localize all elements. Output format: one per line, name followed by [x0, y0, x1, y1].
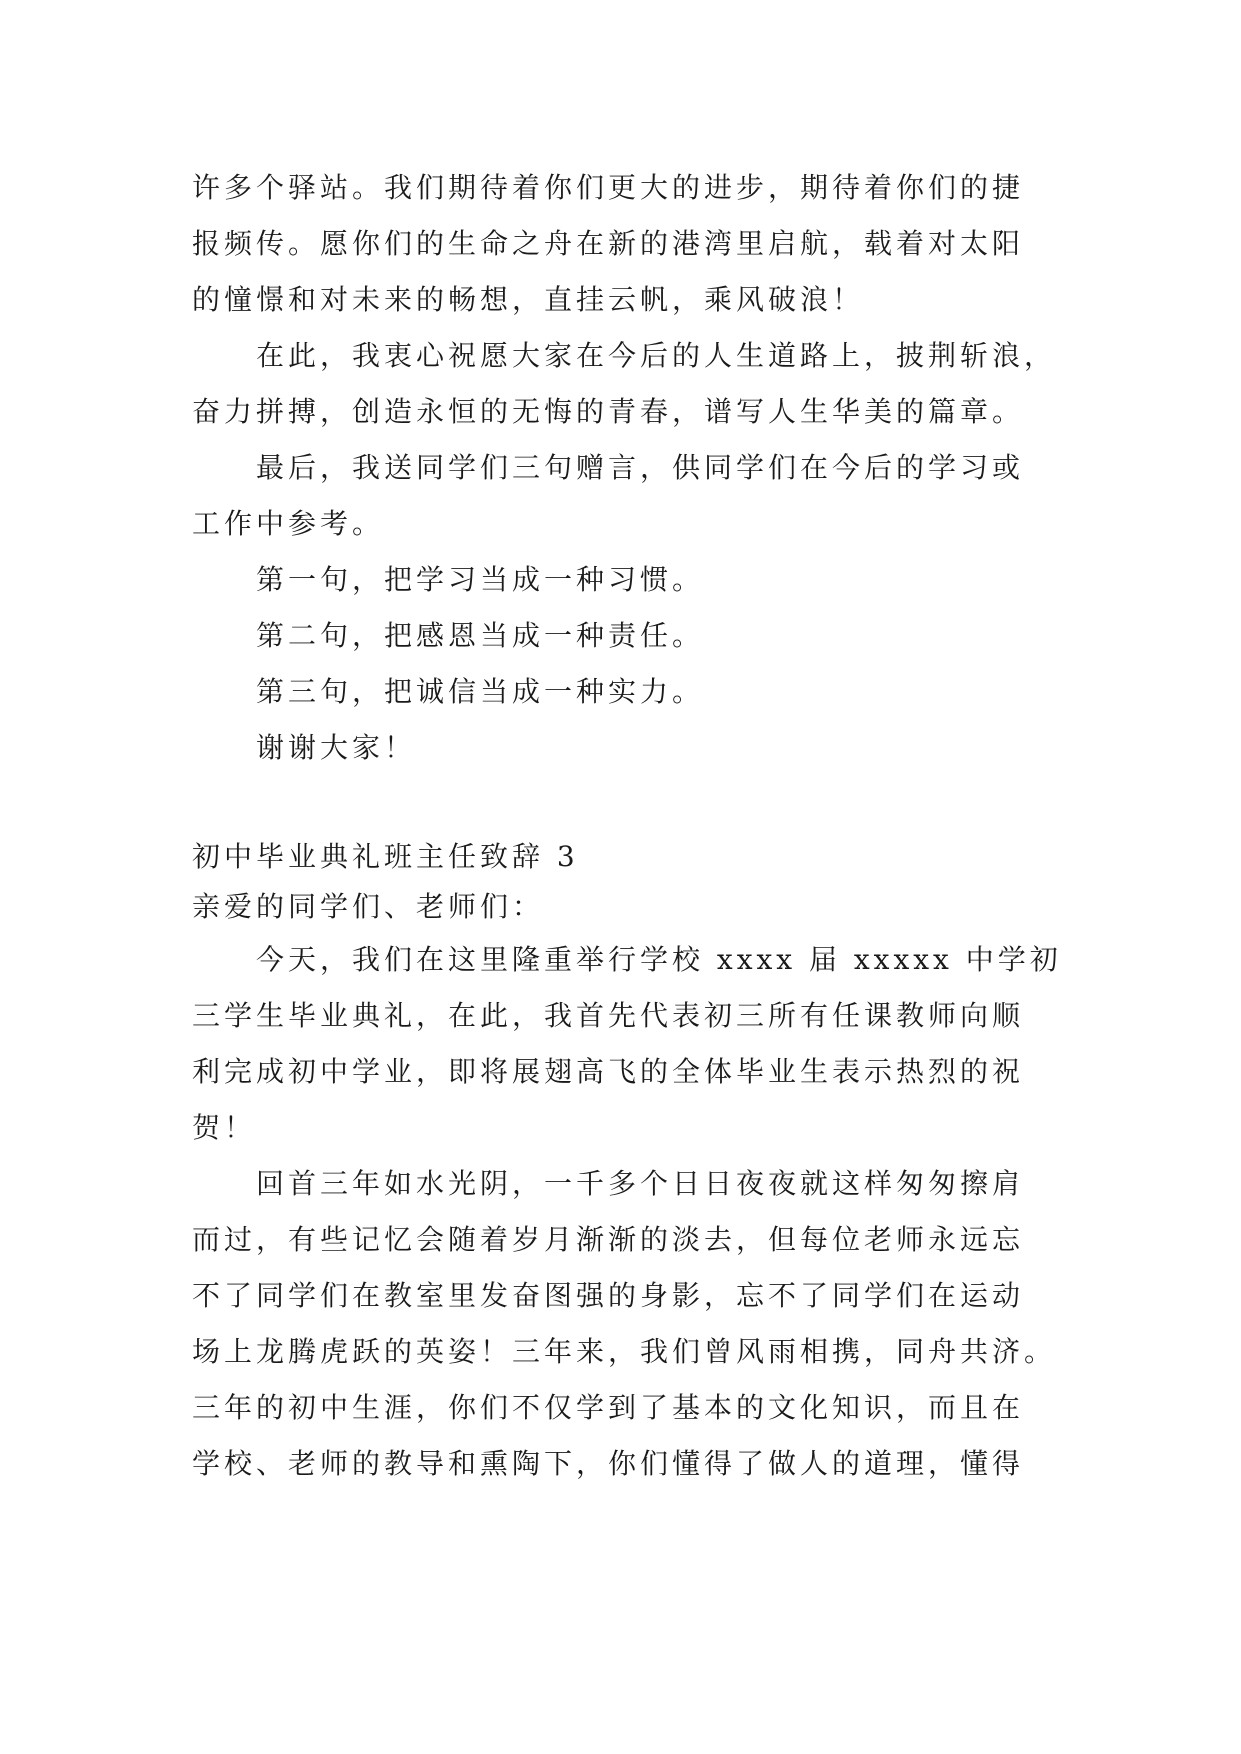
paragraph-line: 谢谢大家！ [256, 731, 417, 764]
paragraph-line: 三年的初中生涯，你们不仅学到了基本的文化知识，而且在 [192, 1391, 1025, 1424]
paragraph-line: 工作中参考。 [192, 507, 385, 540]
paragraph-line: 最后，我送同学们三句赠言，供同学们在今后的学习或 [256, 451, 1025, 484]
paragraph-line: 回首三年如水光阴，一千多个日日夜夜就这样匆匆擦肩 [256, 1167, 1025, 1200]
paragraph-line: 第三句，把诚信当成一种实力。 [256, 675, 705, 708]
paragraph-line: 的憧憬和对未来的畅想，直挂云帆，乘风破浪！ [192, 283, 865, 316]
paragraph-line: 奋力拼搏，创造永恒的无悔的青春，谱写人生华美的篇章。 [192, 395, 1025, 428]
paragraph-line: 在此，我衷心祝愿大家在今后的人生道路上，披荆斩浪， [256, 339, 1057, 372]
paragraph-line: 贺！ [192, 1111, 257, 1144]
paragraph-line: 今天，我们在这里隆重举行学校 xxxx 届 xxxxx 中学初 [256, 943, 1062, 976]
paragraph-line: 报频传。愿你们的生命之舟在新的港湾里启航，载着对太阳 [192, 227, 1025, 260]
paragraph-line: 第二句，把感恩当成一种责任。 [256, 619, 705, 652]
paragraph-line: 而过，有些记忆会随着岁月渐渐的淡去，但每位老师永远忘 [192, 1223, 1025, 1256]
paragraph-line: 利完成初中学业，即将展翅高飞的全体毕业生表示热烈的祝 [192, 1055, 1025, 1088]
document-body [192, 160, 1062, 1492]
paragraph-line: 学校、老师的教导和熏陶下，你们懂得了做人的道理，懂得 [192, 1447, 1025, 1480]
paragraph-line: 第一句，把学习当成一种习惯。 [256, 563, 705, 596]
salutation: 亲爱的同学们、老师们： [192, 890, 545, 923]
paragraph-line: 三学生毕业典礼，在此，我首先代表初三所有任课教师向顺 [192, 999, 1025, 1032]
section-title: 初中毕业典礼班主任致辞 3 [192, 840, 579, 873]
paragraph-line: 许多个驿站。我们期待着你们更大的进步，期待着你们的捷 [192, 171, 1025, 204]
paragraph-line: 场上龙腾虎跃的英姿！三年来，我们曾风雨相携，同舟共济。 [192, 1335, 1057, 1368]
paragraph-line: 不了同学们在教室里发奋图强的身影，忘不了同学们在运动 [192, 1279, 1025, 1312]
section-spacer [192, 776, 1052, 832]
